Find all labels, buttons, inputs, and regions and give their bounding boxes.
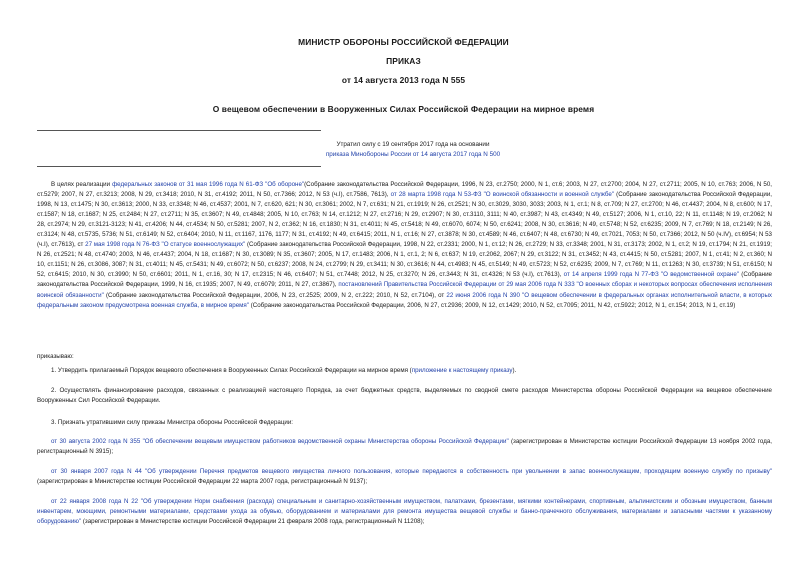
lost-force-text: Утратил силу с 19 сентября 2017 года на основании <box>336 141 490 148</box>
order-word: приказываю: <box>37 353 74 360</box>
law-link-military-duty[interactable]: от 28 марта 1998 года N 53-ФЗ "О воинской обязанности и военной службе" <box>390 191 615 199</box>
preamble-text: (Собрание законодательства Российской Федерации, 2006, N 27, ст.2936; 2009, N 12, ст.1429; 2010, N 52, ст.7095; 2011, N 42, ст.5922; 2012, N 1, ст.154; 2013, N 1, ст.19) <box>248 301 736 309</box>
decree-link-390[interactable]: 22 июня 2006 года N 390 "О вещевом обеспечении в федеральных органах исполнительной власти, в которых федеральным законом предусмотрена военная служба, в мирное время" <box>37 291 772 309</box>
order-link-22[interactable]: от 22 января 2008 года N 22 "Об утверждении Норм снабжения (расхода) специальным и санитарно-хозяйственным имуществом, палатками, брезентами, мягкими контейнерами, спортивным, альпинистским и обозным имуществом, банным инвентарем, моющими, ремонтными материалами, средствами ухода за обувью, оборудованием и материалами для ремонта имущества вещевой службы и банно-прачечного обслуживания, материалами и запасными частями к указанному оборудованию" <box>37 498 772 526</box>
divider-bottom <box>37 166 321 167</box>
item-2: 2. Осуществлять финансирование расходов, связанных с реализацией настоящего Порядка, за счет бюджетных средств, выделяемых по сводной смете расходов Министерства обороны Российской Федерации на вещевое обеспечение Вооруженных Сил Российской Федерации. <box>37 387 772 405</box>
order-link-44[interactable]: от 30 января 2007 года N 44 "Об утверждении Перечня предметов вещевого имущества личного пользования, которые передаются в собственность при увольнении в запас военнослужащим, проходящим военную службу по призыву" <box>51 468 772 475</box>
preamble-text: (Собрание законодательства Российской Федерации, 1998, N 22, ст.2331; 2000, N 1, ст.12; N 26, ст.2729; N 33, ст.3348; 2001, N 31, ст.3173; 2002, N 1, ст.2; N 19, ст.1794; N 21, ст.1919; N 26, ст.2521; N 48, ст.4740; 2003, N 46, ст.4437; 2004, N 18, ст.1687; N 30, ст.3089; N 35, ст.3607; 2005, N 17, ст.1483; 2006, N 1, ст.1, 2; N 6, ст.637; N 19, ст.2062, 2067; N 29, ст.3122; N 31, ст.3452; N 43, ст.4415; N 50, ст.5281; 2007, N 1, ст.41; N 2, ст.360; N 10, ст.1151; N 26, ст.3086, 3087; N 31, ст.4011; N 45, ст.5431; N 49, ст.6072; N 50, ст.6237; 2008, N 24, ст.2799; N 29, ст.3411; N 30, ст.3616; N 44, ст.4983; N 45, ст.5149; N 49, ст.5723; N 52, ст.6235; 2009, N 7, ст.769; N 11, ст.1263; N 30, ст.3739; N 51, ст.6150; N 52, ст.6415; 2010, N 30, ст.3990; N 50, ст.6601; 2011, N 1, ст.16, 30; N 17, ст.2315; N 46, ст.6407; N 51, ст.7448; 2012, N 25, ст.3270; N 26, ст.3443; N 31, ст.4326; N 53 (ч.I), ст.7613), <box>37 241 773 279</box>
ministry-heading: МИНИСТР ОБОРОНЫ РОССИЙСКОЙ ФЕДЕРАЦИИ <box>298 37 509 47</box>
repealed-order-355: от 30 августа 2002 года N 355 "Об обеспечении вещевым имуществом работников ведомственной охраны Министерства обороны Российской Федерации" (зарегистрирован в Министерстве юстиции Российской Федерации 13 ноября 2002 года, регистрационный N 3915); <box>37 438 772 456</box>
document-title: О вещевом обеспечении в Вооруженных Силах Российской Федерации на мирное время <box>212 104 595 114</box>
order-link-355[interactable]: от 30 августа 2002 года N 355 "Об обеспечении вещевым имуществом работников ведомственной охраны Министерства обороны Российской Федерации" <box>51 438 509 445</box>
preamble-text: В целях реализации <box>51 181 113 188</box>
item-1: 1. Утвердить прилагаемый Порядок вещевого обеспечения в Вооруженных Силах Российской Федерации на мирное время (приложение к настоящему приказу). <box>51 367 517 374</box>
date-number-heading: от 14 августа 2013 года N 555 <box>341 75 466 85</box>
preamble-text: (Собрание законодательства Российской Федерации, 1998, N 13, ст.1475; N 30, ст.3613; 2000, N 33, ст.3348; N 46, ст.4537; 2001, N 7, ст.620, 621; N 30, ст.3061; 2002, N 7, ст.631; N 21, ст.1919; N 26, ст.2521; N 30, ст.3029, 3030, 3033; 2003, N 1, ст.1; N 8, ст.709; N 27, ст.2700; N 46, ст.4437; 2004, N 8, ст.600; N 17, ст.1587; N 18, ст.1687; N 25, ст.2484; N 27, ст.2711; N 35, ст.3607; N 49, ст.4848; 2005, N 10, ст.763; N 14, ст.1212; N 27, ст.2716; N 29, ст.2907; N 30, ст.3110, 3111; N 40, ст.3987; N 43, ст.4349; N 49, ст.5127; 2006, N 1, ст.10, 22; N 11, ст.1148; N 19, ст.2062; N 28, ст.2974; N 29, ст.3121-3123; N 41, ст.4206; N 44, ст.4534; N 50, ст.5281; 2007, N 2, ст.362; N 16, ст.1830; N 31, ст.4011; N 45, ст.5418; N 49, ст.6070, 6074; N 50, ст.6241; 2008, N 30, ст.3616; N 49, ст.5748; N 52, ст.6235; 2009, N 7, ст.769; N 18, ст.2149; N 26, ст.3124; N 48, ст.5735, 5736; N 51, ст.6149; N 52, ст.6404; 2010, N 11, ст.1167, 1176, 1177; N 31, ст.4192; N 49, ст.6415; 2011, N 1, ст.16; N 27, ст.3878; N 30, ст.4589; N 46, ст.6407; N 48, ст.6730; N 49, ст.7021, 7053; N 50, ст.7366; 2012, N 50 (ч.IV), ст.6954; N 53 (ч.I), ст.7613), ст <box>37 191 772 249</box>
law-link-guard[interactable]: от 14 апреля 1999 года N 77-ФЗ "О ведомственной охране" <box>563 271 740 279</box>
divider-top <box>37 130 321 131</box>
lost-force-note <box>268 140 558 160</box>
preamble <box>37 180 772 311</box>
preamble-text: (Собрание законодательства Российской Федерации, 2006, N 23, ст.2525; 2009, N 2, ст.222; 2010, N 52, ст.7104), от <box>103 291 447 299</box>
repealed-order-22: от 22 января 2008 года N 22 "Об утверждении Норм снабжения (расхода) специальным и санитарно-хозяйственным имуществом, палатками, брезентами, мягкими контейнерами, спортивным, альпинистским и обозным имуществом, банным инвентарем, моющими, ремонтными материалами, средствами ухода за обувью, оборудованием и материалами для ремонта имущества вещевой службы и банно-прачечного обслуживания, материалами и запасными частями к указанному оборудованию" (зарегистрирован в Министерстве юстиции Российской Федерации 21 февраля 2008 года, регистрационный N 11208); <box>37 498 772 526</box>
appendix-link[interactable]: приложение к настоящему приказу <box>411 367 513 374</box>
doc-type-heading: ПРИКАЗ <box>386 56 421 66</box>
decree-link-333[interactable]: постановлений Правительства Российской Федерации от 29 мая 2006 года N 333 "О военных сборах и некоторых вопросах обеспечения исполнения воинской обязанности" <box>37 281 772 299</box>
preamble-text: (Собрание законодательства Российской Федерации, 1996, N 23, ст.2750; 2000, N 1, ст.6; 2003, N 27, ст.2700; 2004, N 27, ст.2711; 2005, N 10, ст.763; 2006, N 50, ст.5279; 2007, N 27, ст.3213; 2008, N 29, ст.3418; 2010, N 31, ст.4192; 2011, N 50, ст.7366; 2012, N 53 (ч.I), ст.7586, 7613), <box>37 181 772 199</box>
law-link-defense[interactable]: федеральных законов от 31 мая 1996 года N 61-ФЗ "Об обороне" <box>112 181 305 188</box>
repealed-order-44: от 30 января 2007 года N 44 "Об утверждении Перечня предметов вещевого имущества личного пользования, которые передаются в собственность при увольнении в запас военнослужащим, проходящим военную службу по призыву" (зарегистрирован в Министерстве юстиции Российской Федерации 22 марта 2007 года, регистрационный N 9137); <box>37 468 772 486</box>
law-link-status[interactable]: 27 мая 1998 года N 76-ФЗ "О статусе военнослужащих" <box>85 241 246 249</box>
lost-force-link[interactable]: приказа Минобороны России от 14 августа 2017 года N 500 <box>325 151 501 158</box>
preamble-text: (Собрание законодательства Российской Федерации, 1999, N 16, ст.1935; 2007, N 49, ст.6079; 2011, N 27, ст.3867), <box>37 271 772 289</box>
item-3: 3. Признать утратившими силу приказы Министра обороны Российской Федерации: <box>51 419 294 426</box>
